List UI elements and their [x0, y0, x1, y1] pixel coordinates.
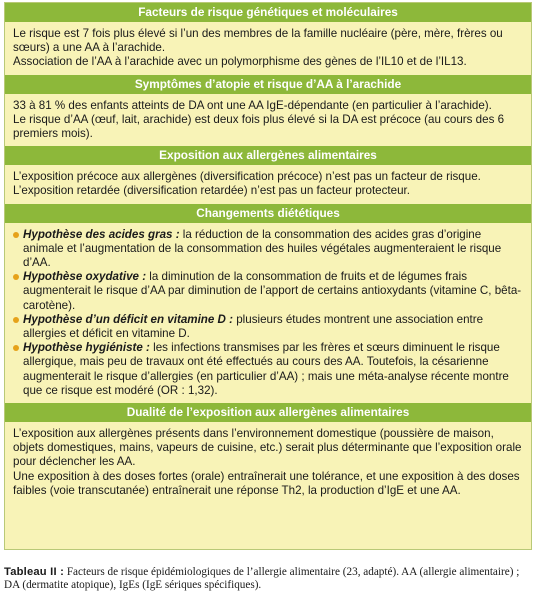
hypothesis-term: Hypothèse des acides gras : [23, 227, 180, 241]
hypothesis-term: Hypothèse d’un déficit en vitamine D : [23, 312, 234, 326]
hypothesis-term: Hypothèse oxydative : [23, 270, 147, 284]
paragraph: L’exposition précoce aux allergènes (diversification précoce) n’est pas un facteur de risque. [13, 170, 481, 184]
section-header-diet: Changements diététiques [5, 204, 531, 223]
section-body-genetic [5, 22, 531, 75]
section-genetic [5, 3, 531, 75]
bullet-dot-icon [13, 232, 19, 238]
section-header-duality: Dualité de l’exposition aux allergènes alimentaires [5, 403, 531, 422]
paragraph: Le risque est 7 fois plus élevé si l’un des membres de la famille nucléaire (père, mère, frères ou sœurs) a une AA à l’arachide. [13, 27, 503, 55]
section-header-atopy: Symptômes d’atopie et risque d’AA à l’arachide [5, 75, 531, 94]
paragraph: Association de l’AA à l’arachide avec un polymorphisme des gènes de l’IL10 et de l’IL13. [13, 55, 467, 69]
bullet-dot-icon [13, 317, 19, 323]
section-diet [5, 204, 531, 403]
caption-label: Tableau II : [4, 566, 65, 578]
section-body-atopy [5, 94, 531, 147]
list-item [13, 228, 523, 271]
section-header-genetic: Facteurs de risque génétiques et moléculaires [5, 3, 531, 22]
paragraph: L’exposition aux allergènes présents dans l’environnement domestique (poussière de maison, objets domestiques, mains, vapeurs de cuisine, etc.) serait plus déterminante que l’exposition orale pour déclencher les AA. [13, 427, 522, 469]
paragraph: L’exposition retardée (diversification retardée) n’est pas un facteur protecteur. [13, 184, 410, 198]
list-item [13, 341, 523, 398]
risk-factors-table [4, 2, 532, 550]
hypothesis-text: la diminution de la consommation de fruits et de légumes frais augmenterait le risque d’AA par diminution de l’apport de certains antioxydants (vitamine C, bêta-carotène). [23, 270, 522, 312]
section-body-duality [5, 422, 531, 503]
section-body-diet [5, 223, 531, 403]
section-body-exposure [5, 165, 531, 203]
bullet-dot-icon [13, 345, 19, 351]
section-duality [5, 403, 531, 503]
paragraph: Une exposition à des doses fortes (orale) entraînerait une tolérance, et une exposition à des doses faibles (voie transcutanée) entraînerait une réponse Th2, la production d’IgE et une AA. [13, 469, 520, 497]
table-caption [4, 566, 532, 592]
hypothesis-term: Hypothèse hygiéniste : [23, 341, 150, 355]
list-item [13, 270, 523, 313]
paragraph: Le risque d’AA (œuf, lait, arachide) est deux fois plus élevé si la DA est précoce (au cours des 6 premiers mois). [13, 112, 505, 141]
section-atopy [5, 75, 531, 147]
hypothesis-text: les infections transmises par les frères et sœurs diminuent le risque allergique, mais peu de travaux ont été effectués au cours des AA. Toutefois, la césarienne augmenterait le risque d’allergies (en particulier d’AA) ; mais une méta-analyse récente montre que ce risque est modéré (OR : 1,32). [23, 341, 509, 397]
caption-text: Facteurs de risque épidémiologiques de l’allergie alimentaire (23, adapté). AA (allergie alimentaire) ; DA (dermatite atopique), IgEs (IgE sériques spécifiques). [4, 566, 520, 592]
bullet-dot-icon [13, 274, 19, 280]
hypothesis-text: la réduction de la consommation des acides gras d’origine animale et l’augmentation de la consommation des huiles végétales augmenteraient le risque d’AA. [23, 227, 502, 270]
hypothesis-text: plusieurs études montrent une association entre allergies et déficit en vitamine D. [23, 312, 484, 341]
section-exposure [5, 146, 531, 203]
paragraph: 33 à 81 % des enfants atteints de DA ont une AA IgE-dépendante (en particulier à l’arachide). [13, 98, 492, 112]
list-item [13, 313, 523, 341]
section-header-exposure: Exposition aux allergènes alimentaires [5, 146, 531, 165]
